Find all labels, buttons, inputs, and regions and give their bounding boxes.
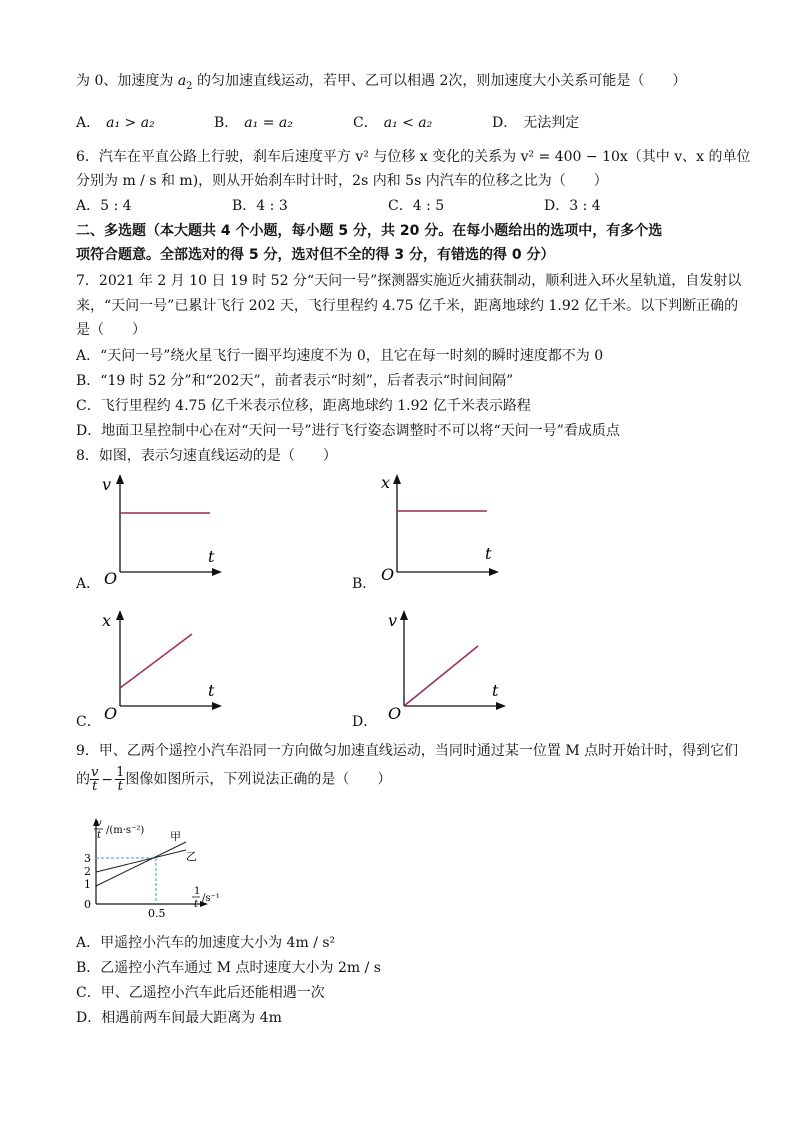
q9-xaxis-den: t (194, 899, 199, 910)
q9-option-c: C．甲、乙遥控小汽车此后还能相遇一次 (76, 985, 325, 1001)
q9-xaxis-unit: /s⁻¹ (202, 893, 220, 904)
graph-b-xaxis-label: t (485, 544, 492, 563)
q7-stem-line3: 是（ ） (76, 322, 146, 338)
q9-stem-line2 (76, 766, 391, 793)
q8-graph-c (96, 608, 226, 723)
q9-frac-1-over-t: $\frac{1}{t}$ (116, 765, 125, 794)
q9-xaxis-num: 1 (194, 886, 201, 897)
graph-b-yaxis-label: x (381, 473, 391, 492)
graph-d-origin: O (388, 704, 402, 723)
graph-c-origin: O (104, 704, 118, 723)
q5-text-b: 的匀加速直线运动，若甲、乙可以相遇 2次，则加速度大小关系可能是（ ） (192, 73, 687, 89)
q5-stem-line (76, 72, 686, 96)
q9-yaxis-unit: /(m·s⁻²) (106, 825, 145, 836)
q8-graph-d (380, 608, 510, 723)
graph-c-line (120, 634, 192, 688)
q7-option-b: B．“19 时 52 分”和“202天”，前者表示“时刻”，后者表示“时间间隔” (76, 373, 514, 389)
q9-ytick-3: 3 (84, 852, 91, 865)
graph-a-yaxis-label: v (102, 475, 112, 494)
q9-label-yi: 乙 (186, 850, 197, 863)
q7-option-d: D．地面卫星控制中心在对“天问一号”进行飞行姿态调整时不可以将“天问一号”看成质点 (76, 423, 620, 439)
q9-option-a: A．甲遥控小汽车的加速度大小为 4m / s² (76, 935, 336, 951)
q6-stem-line1: 6．汽车在平直公路上行驶，刹车后速度平方 v² 与位移 x 变化的关系为 v² = 400 − 10x（其中 v、x 的单位 (76, 149, 751, 165)
q9-option-d: D．相遇前两车间最大距离为 4m (76, 1010, 282, 1026)
q5-option-d: D． 无法判定 (492, 115, 580, 131)
q9-dash: − (101, 771, 114, 788)
q5-option-c: C． a₁ < a₂ (353, 115, 433, 131)
q9-line-yi (96, 850, 186, 872)
q5-symbol: a (177, 73, 187, 89)
graph-b-origin: O (381, 565, 395, 584)
q9-label-jia: 甲 (170, 830, 181, 843)
q9-ytick-1: 1 (84, 878, 91, 891)
q9-xtick-05: 0.5 (148, 907, 166, 920)
q8-graph-b-label: B． (352, 576, 377, 592)
graph-c-xaxis-label: t (208, 681, 215, 700)
q9-line-jia (96, 842, 186, 886)
q8-graph-a-label: A． (76, 576, 101, 592)
q5-option-a: A． a₁ > a₂ (76, 115, 155, 131)
graph-d-xaxis-label: t (492, 681, 499, 700)
q5-text-a: 为 0、加速度为 (76, 73, 178, 89)
q8-graph-b (373, 472, 503, 587)
q6-option-d: D．3 : 4 (544, 198, 601, 214)
q5-option-b: B． a₁ = a₂ (214, 115, 293, 131)
graph-a-xaxis-label: t (208, 547, 215, 566)
q9-ytick-2: 2 (84, 865, 91, 878)
graph-d-line (404, 646, 478, 706)
q9-frac-v-over-t: $\frac{v}{t}$ (91, 765, 99, 794)
q7-stem-line2: 来，“天问一号”已累计飞行 202 天，飞行里程约 4.75 亿千米，距离地球约 1.92 亿千米。以下判断正确的 (76, 298, 739, 314)
q9-origin: 0 (84, 898, 91, 911)
q8-graph-d-label: D． (352, 714, 378, 730)
q6-option-c: C．4 : 5 (388, 198, 445, 214)
q7-stem-line1: 7．2021 年 2 月 10 日 19 时 52 分“天问一号”探测器实施近火捕获制动，顺利进入环火星轨道，自发射以 (76, 273, 742, 289)
graph-d-yaxis-label: v (388, 611, 398, 630)
q9-text-a: 的 (76, 771, 90, 788)
q9-text-b: 图像如图所示，下列说法正确的是（ ） (125, 771, 392, 788)
q9-stem-line1: 9．甲、乙两个遥控小汽车沿同一方向做匀加速直线运动，当同时通过某一位置 M 点时开始计时，得到它们 (76, 743, 739, 759)
graph-c-yaxis-label: x (102, 611, 112, 630)
q9-yaxis-den: t (97, 830, 102, 841)
q6-stem-line2: 分别为 m / s 和 m)，则从开始刹车时计时，2s 内和 5s 内汽车的位移之比为（ ） (76, 173, 608, 189)
section2-heading-line2: 项符合题意。全部选对的得 5 分，选对但不全的得 3 分，有错选的得 0 分） (76, 247, 555, 263)
q7-option-a: A．“天问一号”绕火星飞行一圈平均速度不为 0，且它在每一时刻的瞬时速度都不为 0 (76, 348, 604, 364)
q9-yaxis-num: v (96, 818, 102, 829)
q8-stem: 8．如图，表示匀速直线运动的是（ ） (76, 448, 337, 464)
q9-chart (78, 814, 228, 924)
q7-option-c: C．飞行里程约 4.75 亿千米表示位移，距离地球约 1.92 亿千米表示路程 (76, 398, 531, 414)
q6-option-a: A．5 : 4 (76, 198, 132, 214)
q9-option-b: B．乙遥控小汽车通过 M 点时速度大小为 2m / s (76, 960, 381, 976)
q5-sub: 2 (186, 80, 193, 92)
q6-option-b: B．4 : 3 (232, 198, 288, 214)
graph-a-origin: O (104, 569, 118, 587)
section2-heading-line1: 二、多选题（本大题共 4 个小题，每小题 5 分，共 20 分。在每小题给出的选项中，有多个选 (76, 223, 663, 239)
q8-graph-a (96, 472, 226, 587)
q8-graph-c-label: C． (76, 714, 101, 730)
